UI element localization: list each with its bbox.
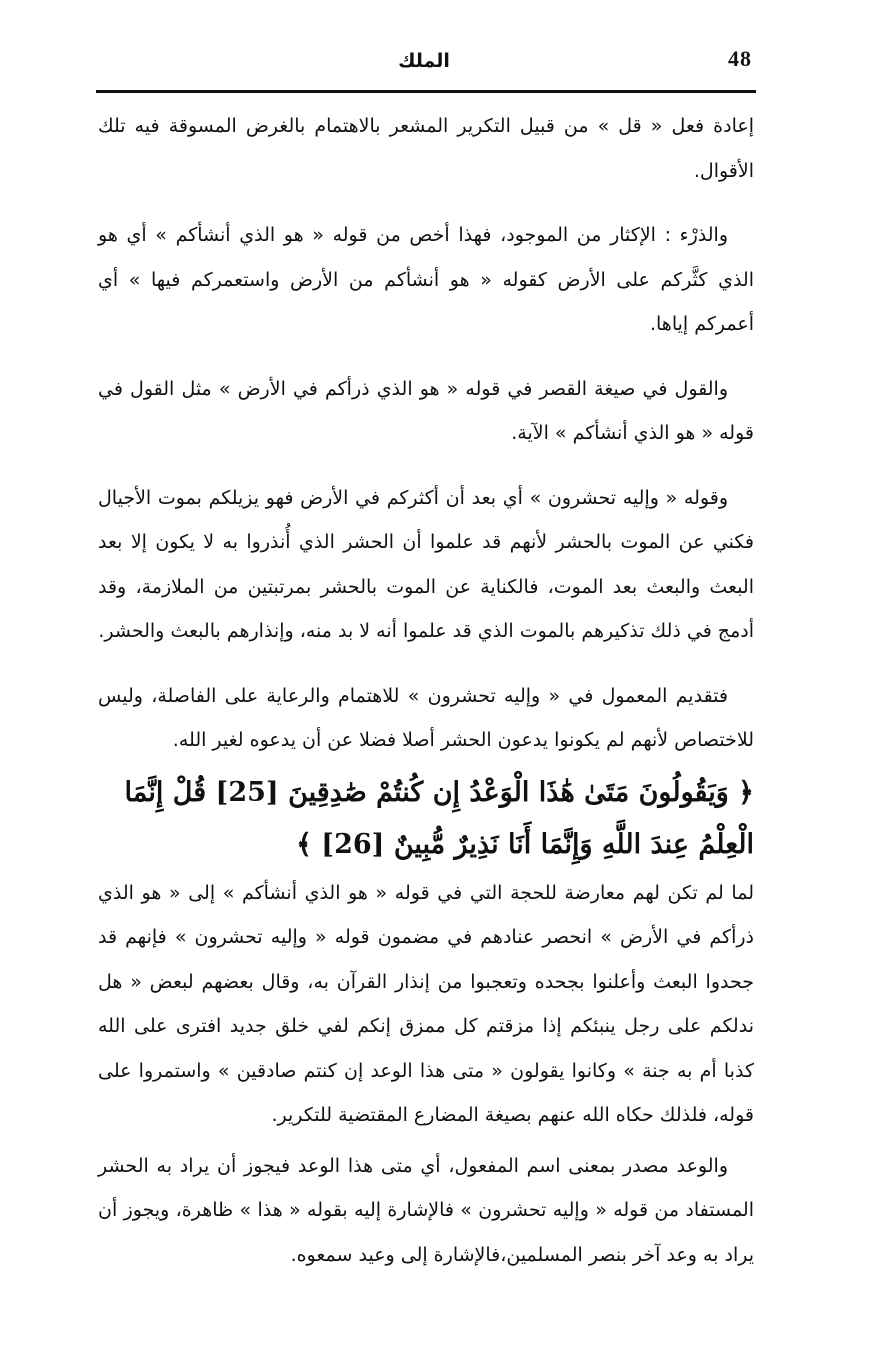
quran-verse: ﴿ وَيَقُولُونَ مَتَىٰ هَٰذَا الْوَعْدُ إِن كُنتُمْ صَٰدِقِينَ [25] قُلْ إِنَّمَا الْعِلْمُ عِندَ اللَّهِ وَإِنَّمَا أَنَا نَذِيرٌ مُّبِينٌ [26] ﴾ xyxy=(124,776,754,860)
page-header xyxy=(96,40,752,86)
paragraph: لما لم تكن لهم معارضة للحجة التي في قوله « هو الذي أنشأكم » إلى « هو الذي ذرأكم في الأرض » انحصر عنادهم في مضمون قوله « وإليه تحشرون » فإنهم قد جحدوا البعث وأعلنوا بجحده وتعجبوا من إنذار القرآن به، وقال بعضهم لبعض « هل ندلكم على رجل ينبئكم إذا مزقتم كل ممزق إنكم لفي خلق جديد افترى على الله كذبا أم به جنة » وكانوا يقولون « متى هذا الوعد إن كنتم صادقين » واستمروا على قوله، فلذلك حكاه الله عنهم بصيغة المضارع المقتضية للتكرير. xyxy=(98,881,754,1126)
paragraph: والذرْء : الإكثار من الموجود، فهذا أخص من قوله « هو الذي أنشأكم » أي هو الذي كثَّركم على الأرض كقوله « هو أنشأكم من الأرض واستعمركم فيها » أي أعمركم إياها. xyxy=(98,224,754,335)
paragraph: والوعد مصدر بمعنى اسم المفعول، أي متى هذا الوعد فيجوز أن يراد به الحشر المستفاد من قوله « وإليه تحشرون » فالإشارة إليه بقوله « هذا » ظاهرة، ويجوز أن يراد به وعد آخر بنصر المسلمين،فالإشارة إلى وعيد سمعوه. xyxy=(98,1154,754,1266)
body-text xyxy=(98,104,754,1297)
paragraph: والقول في صيغة القصر في قوله « هو الذي ذرأكم في الأرض » مثل القول في قوله « هو الذي أنشأكم » الآية. xyxy=(98,377,754,444)
header-rule xyxy=(96,90,756,93)
paragraph: فتقديم المعمول في « وإليه تحشرون » للاهتمام والرعاية على الفاصلة، وليس للاختصاص لأنهم لم يكونوا يدعون الحشر أصلا فضلا عن أن يدعوه لغير الله. xyxy=(98,684,754,751)
running-title: الملك xyxy=(398,50,450,72)
paragraph: إعادة فعل « قل » من قبيل التكرير المشعر بالاهتمام بالغرض المسوقة فيه تلك الأقوال. xyxy=(98,115,754,182)
page-number: 48 xyxy=(728,46,752,71)
paragraph: وقوله « وإليه تحشرون » أي بعد أن أكثركم في الأرض فهو يزيلكم بموت الأجيال فكني عن الموت بالحشر لأنهم قد علموا أن الحشر الذي أُنذروا به لا يكون إلا بعد البعث والبعث بعد الموت، فالكناية عن الموت بالحشر بمرتبتين من الملازمة، وقد أدمج في ذلك تذكيرهم بالموت الذي قد علموا أنه لا بد منه، وإنذارهم بالبعث والحشر. xyxy=(98,486,754,642)
